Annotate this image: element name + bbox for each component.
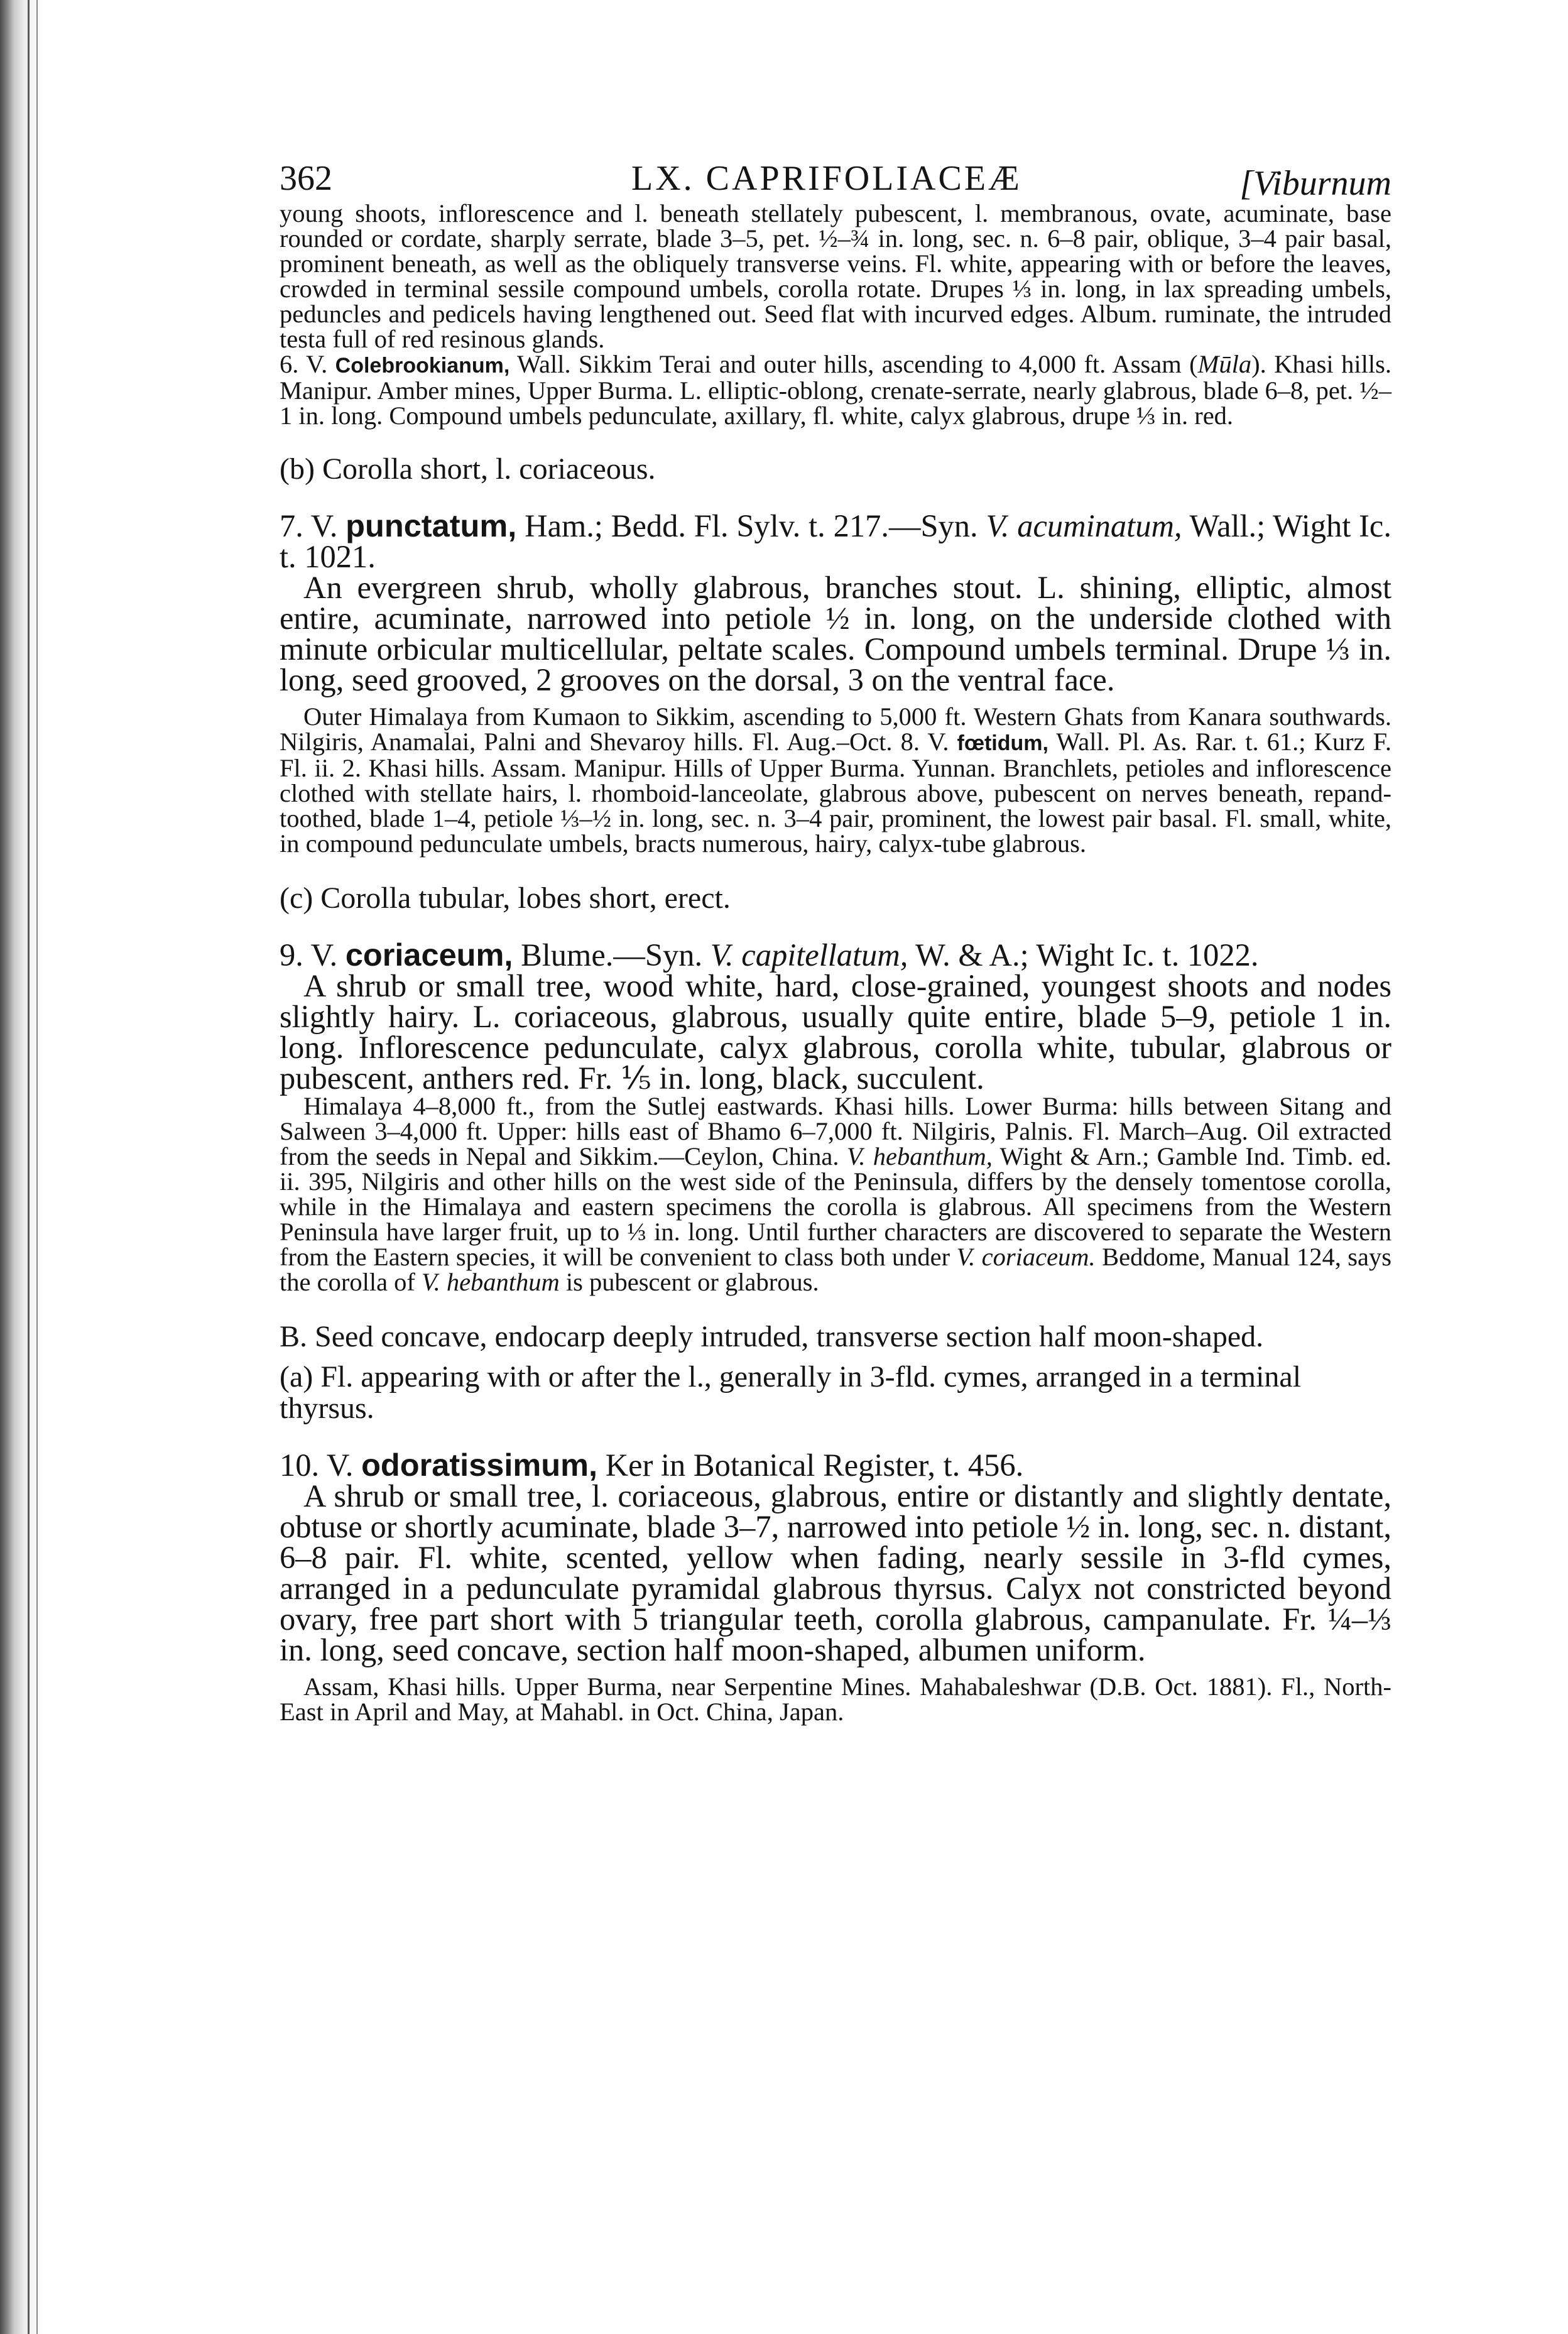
- species-7-note: Outer Himalaya from Kumaon to Sikkim, ascending to 5,000 ft. Western Ghats from Kanara southwards. Nilgiris, Anamalai, Palni and Shevaroy hills. Fl. Aug.–Oct.: [280, 702, 1391, 756]
- species-9-note-3: Beddome, Manual 124, says the corolla of: [280, 1243, 1392, 1296]
- species-8-name: fœtidum,: [957, 731, 1048, 755]
- species-8-number: 8. V.: [900, 728, 949, 756]
- species-9-description: A shrub or small tree, wood white, hard, close-grained, youngest shoots and nodes slightly hairy. L. coriaceous, glabrous, usually quite entire, blade 5–9, petiole 1 in. long. Inflorescence pedunculate, calyx glabrous, corolla white, tubular, glabrous or pubescent, anthers red. Fr. ⅕ in. long, black, succulent.: [280, 968, 1391, 1096]
- species-6-text-continued: ). Khasi hills. Manipur. Amber mines, Upper Burma. L. elliptic-oblong, crenate-serrate, nearly glabrous, blade 6–8, pet. ½–1 in. long. Compound umbels pedunculate, axillary, fl. white, calyx glabrous, drupe ⅓ in. red.: [280, 350, 1391, 430]
- spine-edge-line: [36, 0, 38, 2334]
- species-9-note-2: Wight & Arn.; Gamble Ind. Timb. ed. ii. 395, Nilgiris and other hills on the west side of the Peninsula, differs by the densely tomentose corolla, while in the Himalaya and eastern specimens the corolla is glabrous. All specimens from the Western Peninsula have larger fruit, up to ⅓ in. long. Until further characters are discovered to separate the Western from the Eastern species, it will be convenient to class both under: [280, 1142, 1391, 1271]
- species-9-related-name-2: V. hebanthum: [422, 1268, 560, 1296]
- species-9-number: 9. V.: [280, 937, 338, 973]
- species-7-number: 7. V.: [280, 508, 338, 543]
- species-9-synonym: V. capitellatum,: [710, 937, 908, 973]
- subsection-a-heading: (a) Fl. appearing with or after the l., generally in 3-fld. cymes, arranged in a terminal thyrsus.: [280, 1360, 1302, 1425]
- species-6-number: 6. V.: [280, 350, 328, 378]
- species-9-related-name: V. hebanthum,: [846, 1142, 993, 1170]
- spine-edge-line: [28, 0, 30, 2334]
- species-9-name: coriaceum,: [345, 937, 513, 973]
- species-9-note-1: Himalaya 4–8,000 ft., from the Sutlej eastwards. Khasi hills. Lower Burma: hills between Sitang and Salween 3–4,000 ft. Upper: hills east of Bhamo 6–7,000 ft. Nilgiris, Palnis. Fl. March–Aug. Oil extracted from the seeds in Nepal and Sikkim.—Ceylon, China.: [280, 1092, 1391, 1170]
- book-page: [280, 145, 1391, 1725]
- running-header: [280, 145, 1391, 201]
- species-6-text: Wall. Sikkim Terai and outer hills, ascending to 4,000 ft. Assam (: [517, 350, 1198, 378]
- species-6-vernacular: Mūla: [1197, 350, 1252, 378]
- page-number: 362: [280, 159, 332, 198]
- species-10-authority: Ker in Botanical Register, t. 456.: [605, 1448, 1024, 1483]
- species-10-description: A shrub or small tree, l. coriaceous, glabrous, entire or distantly and slightly dentate, obtuse or shortly acuminate, blade 3–7, narrowed into petiole ½ in. long, sec. n. distant, 6–8 pair. Fl. white, scented, yellow when fading, nearly sessile in 3-fld cymes, arranged in a pedunculate pyramidal glabrous thyrsus. Calyx not constricted beyond ovary, free part short with 5 triangular teeth, corolla glabrous, campanulate. Fr. ¼–⅓ in. long, seed concave, section half moon-shaped, albumen uniform.: [280, 1478, 1391, 1667]
- section-b-heading: B. Seed concave, endocarp deeply intruded, transverse section half moon-shaped.: [280, 1320, 1264, 1353]
- species-9-distribution: [280, 1094, 1391, 1295]
- species-7-name: punctatum,: [346, 508, 517, 543]
- species-10-distribution: Assam, Khasi hills. Upper Burma, near Serpentine Mines. Mahabaleshwar (D.B. Oct. 1881). Fl., North-East in April and May, at Mahabl. in Oct. China, Japan.: [280, 1672, 1391, 1726]
- species-7-description: An evergreen shrub, wholly glabrous, branches stout. L. shining, elliptic, almost entire, acuminate, narrowed into petiole ½ in. long, on the underside clothed with minute orbicular multicellular, peltate scales. Compound umbels terminal. Drupe ⅓ in. long, seed grooved, 2 grooves on the dorsal, 3 on the ventral face.: [280, 570, 1391, 697]
- subsection-c-heading: (c) Corolla tubular, lobes short, erect.: [280, 881, 731, 915]
- species-10-heading: [280, 1449, 1391, 1481]
- species-9-class-name: V. coriaceum.: [956, 1243, 1096, 1271]
- species-9-heading: [280, 939, 1391, 971]
- species-9-authority-2: W. & A.; Wight Ic. t. 1022.: [915, 937, 1259, 973]
- species-7-distribution: [280, 704, 1391, 856]
- species-8-text: Wall. Pl. As. Rar. t. 61.; Kurz F. Fl. ii. 2. Khasi hills. Assam. Manipur. Hills of Upper Burma. Yunnan. Branchlets, petioles and inflorescence clothed with stellate hairs, l. rhomboid-lanceolate, glabrous above, pubescent on nerves beneath, repand-toothed, blade 1–4, petiole ⅓–½ in. long, sec. n. 3–4 pair, prominent, the lowest pair basal. Fl. small, white, in compound pedunculate umbels, bracts numerous, hairy, calyx-tube glabrous.: [280, 728, 1392, 858]
- family-title: LX. CAPRIFOLIACEÆ: [631, 159, 1022, 198]
- species-7-synonym: V. acuminatum,: [986, 508, 1182, 543]
- book-spine-shadow: [0, 0, 63, 2334]
- species-9-note-4: is pubescent or glabrous.: [565, 1268, 819, 1296]
- species-6-entry: [280, 352, 1391, 428]
- species-5-continuation: young shoots, inflorescence and l. beneath stellately pubescent, l. membranous, ovate, acuminate, base rounded or cordate, sharply serrate, blade 3–5, pet. ½–¾ in. long, sec. n. 6–8 pair, oblique, 3–4 pair basal, prominent beneath, as well as the obliquely transverse veins. Fl. white, appearing with or before the leaves, crowded in terminal sessile compound umbels, corolla rotate. Drupes ⅓ in. long, in lax spreading umbels, peduncles and pedicels having lengthened out. Seed flat with incurved edges. Album. ruminate, the intruded testa full of red resinous glands.: [280, 199, 1391, 353]
- genus-label: [Viburnum: [1239, 164, 1391, 203]
- species-10-number: 10. V.: [280, 1448, 354, 1483]
- subsection-b-heading: (b) Corolla short, l. coriaceous.: [280, 452, 656, 486]
- species-7-authority-2: Wall.; Wight Ic. t. 1021.: [280, 508, 1391, 574]
- species-7-heading: [280, 510, 1391, 572]
- species-6-name: Colebrookianum,: [335, 354, 510, 378]
- species-10-name: odoratissimum,: [361, 1447, 598, 1483]
- species-9-authority: Blume.—Syn.: [521, 937, 703, 973]
- species-7-authority: Ham.; Bedd. Fl. Sylv. t. 217.—Syn.: [525, 508, 978, 543]
